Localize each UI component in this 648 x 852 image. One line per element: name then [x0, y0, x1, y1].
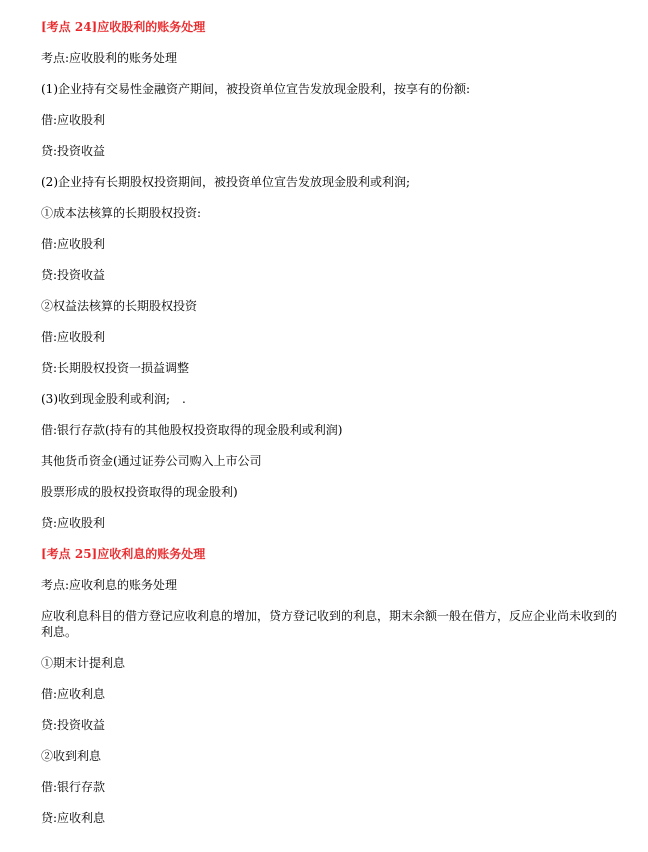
section-25-line: 考点:应收利息的账务处理: [41, 578, 178, 592]
section-24-line: 其他货币资金(通过证券公司购入上市公司: [41, 454, 262, 468]
section-25-line: 借:银行存款: [41, 780, 106, 794]
section-24-line: 借:应收股利: [41, 330, 106, 344]
section-25-paragraph: 应收利息科目的借方登记应收利息的增加，贷方登记收到的利息，期末余额一般在借方，反应企业尚未收到的利息。: [41, 609, 618, 639]
section-24-line: ①成本法核算的长期股权投资:: [41, 206, 202, 220]
section-24-line: (3)收到现金股利或利润; .: [41, 392, 186, 406]
section-25-line: 贷:应收利息: [41, 811, 106, 825]
section-24-line: 贷:投资收益: [41, 268, 106, 282]
section-24-line: 股票形成的股权投资取得的现金股利): [41, 485, 238, 499]
section-24-line: 借:应收股利: [41, 237, 106, 251]
section-24-heading: [考点 24]应收股利的账务处理: [41, 20, 206, 34]
section-25-line: 贷:投资收益: [41, 718, 106, 732]
section-24-line: 贷:投资收益: [41, 144, 106, 158]
section-24-line: 贷:应收股利: [41, 516, 106, 530]
section-25-heading: [考点 25]应收利息的账务处理: [41, 547, 206, 561]
section-24-line: 借:银行存款(持有的其他股权投资取得的现金股利或利润): [41, 423, 343, 437]
section-24-line: 考点:应收股利的账务处理: [41, 51, 178, 65]
section-24-line: (1)企业持有交易性金融资产期间，被投资单位宣告发放现金股利，按享有的份额:: [41, 82, 471, 96]
section-24-line: 借:应收股利: [41, 113, 106, 127]
section-25-line: 借:应收利息: [41, 687, 106, 701]
section-24-line: ②权益法核算的长期股权投资: [41, 299, 198, 313]
section-25-line: ①期末计提利息: [41, 656, 126, 670]
section-25-line: ②收到利息: [41, 749, 102, 763]
section-24-line: 贷:长期股权投资一损益调整: [41, 361, 190, 375]
section-24-line: (2)企业持有长期股权投资期间，被投资单位宣告发放现金股利或利润;: [41, 175, 411, 189]
